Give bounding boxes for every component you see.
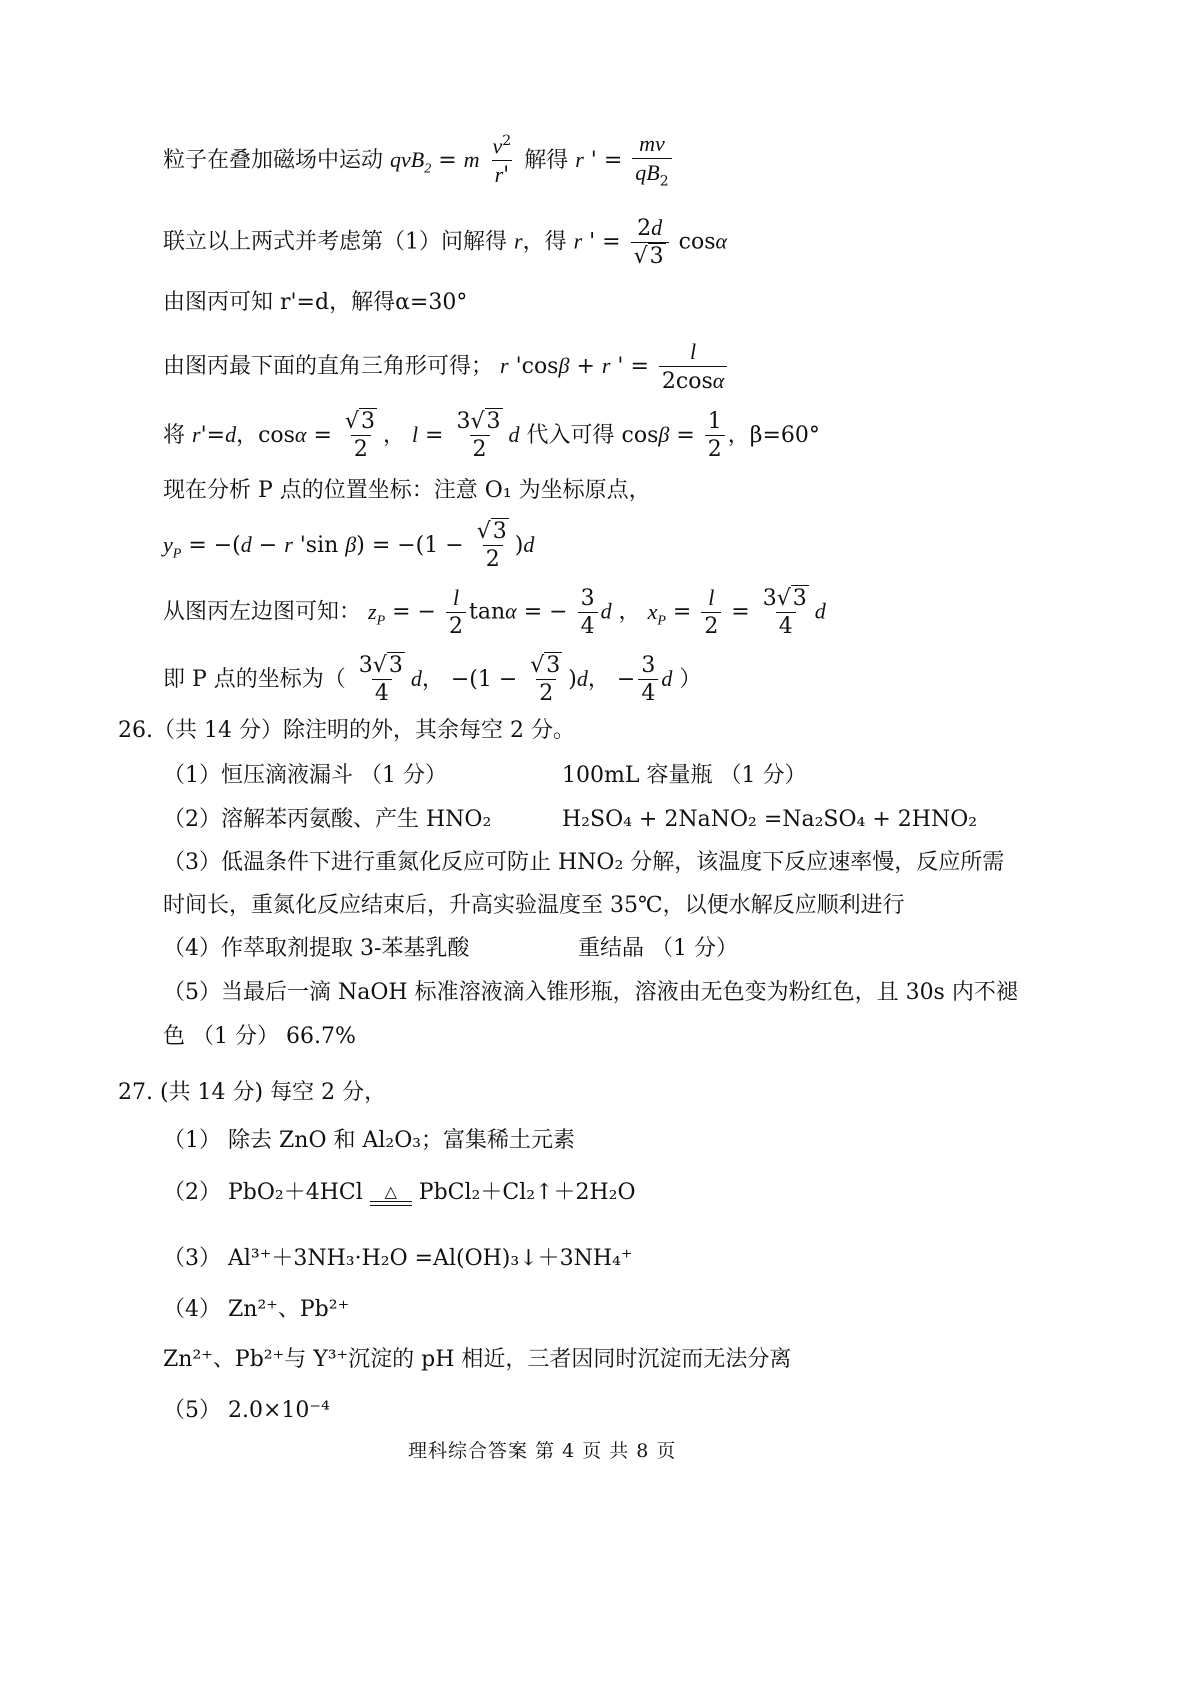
eq-line-4: 由图丙最下面的直角三角形可得； r 'cosβ + r ' = $\frac{l}{2\cos\alpha}$ bbox=[163, 340, 730, 394]
q26-answer-5-line-2: 色 （1 分） 66.7% bbox=[163, 1024, 356, 1049]
q27-answer-1: （1） 除去 ZnO 和 Al₂O₃；富集稀土元素 bbox=[163, 1128, 576, 1153]
eq-line-9: 即 P 点的坐标为（ $\frac{3√3}{4}$ d， −(1 − $\frac{√3}{2}$ )d， − $\frac{3}{4}$ d ） bbox=[163, 653, 702, 707]
eq-line-5: 将 r'=d，cosα = $\frac{√3}{2}$ ， l = $\frac{3√3}{2}$ d 代入可得 cosβ = $\frac{1}{2}$ ，β=60° bbox=[163, 409, 820, 463]
q26-answer-5-line-1: （5）当最后一滴 NaOH 标准溶液滴入锥形瓶，溶液由无色变为粉红色，且 30s 内不褪 bbox=[163, 980, 1018, 1005]
q26-answer-3-line-2: 时间长，重氮化反应结束后，升高实验温度至 35℃，以便水解反应顺利进行 bbox=[163, 893, 905, 918]
text: （2） PbO₂＋4HCl bbox=[163, 1180, 363, 1205]
text: 由图丙最下面的直角三角形可得； bbox=[163, 354, 494, 380]
text: 即 P 点的坐标为（ bbox=[163, 667, 346, 693]
q26-answer-1-right: 100mL 容量瓶 （1 分） bbox=[562, 763, 807, 788]
q27-answer-3: （3） Al³⁺＋3NH₃·H₂O =Al(OH)₃↓＋3NH₄⁺ bbox=[163, 1246, 633, 1271]
q27-answer-4-note: Zn²⁺、Pb²⁺与 Y³⁺沉淀的 pH 相近，三者因同时沉淀而无法分离 bbox=[163, 1347, 792, 1372]
fraction: $\frac{3}{4}$ bbox=[578, 587, 598, 639]
eq-line-3: 由图丙可知 r'=d，解得α=30° bbox=[163, 290, 468, 315]
q26-answer-4-right: 重结晶 （1 分） bbox=[578, 936, 738, 961]
fraction: $\frac{3}{4}$ bbox=[638, 654, 658, 706]
q27-title: 27. (共 14 分) 每空 2 分， bbox=[118, 1080, 387, 1105]
fraction: $\frac{mv}{qB_2}$ bbox=[632, 132, 671, 190]
q26-answer-1-left: （1）恒压滴液漏斗 （1 分） bbox=[163, 763, 447, 788]
text: ） bbox=[679, 667, 702, 693]
text: 从图丙左边图可知： bbox=[163, 599, 362, 625]
q27-answer-2 bbox=[163, 1180, 636, 1206]
fraction: $\frac{3√3}{4}$ bbox=[358, 653, 403, 707]
q27-answer-5: （5） 2.0×10⁻⁴ bbox=[163, 1398, 330, 1423]
fraction: $\frac{1}{2}$ bbox=[705, 410, 725, 462]
text: ，得 bbox=[522, 229, 567, 255]
eq-line-7: $y_P = -(d - r$ 'sin β) = −(1 − $\frac{√3}{2}$ )d bbox=[163, 519, 535, 573]
fraction: $\frac{2d}{√3}$ bbox=[631, 216, 669, 269]
fraction: $\frac{√3}{2}$ bbox=[344, 409, 375, 463]
eq-line-8: 从图丙左边图可知： $z_P$ = − $\frac{l}{2}$ tanα = − $\frac{3}{4}$ d ， $x_P$ = $\frac{l}{2}$ = $\frac{3√3}{4}$ d bbox=[163, 585, 826, 640]
page-footer: 理科综合答案 第 4 页 共 8 页 bbox=[408, 1440, 677, 1462]
fraction: $\frac{√3}{2}$ bbox=[530, 653, 561, 707]
text: 代入可得 bbox=[526, 423, 615, 449]
text: 将 bbox=[163, 423, 186, 449]
text: ，β=60° bbox=[727, 423, 820, 449]
q26-answer-2-left: （2）溶解苯丙氨酸、产生 HNO₂ bbox=[163, 807, 492, 832]
fraction: $\frac{v^2}{r'}$ bbox=[492, 132, 512, 189]
q26-answer-3-line-1: （3）低温条件下进行重氮化反应可防止 HNO₂ 分解，该温度下反应速率慢，反应所需 bbox=[163, 850, 1005, 875]
heating-condition-mark: △ bbox=[370, 1184, 412, 1206]
fraction: $\frac{l}{2}$ bbox=[446, 586, 466, 639]
q27-answer-4: （4） Zn²⁺、Pb²⁺ bbox=[163, 1297, 350, 1322]
fraction: $\frac{l}{2\cos\alpha}$ bbox=[659, 340, 727, 394]
q26-answer-2-right: H₂SO₄ + 2NaNO₂ =Na₂SO₄ + 2HNO₂ bbox=[562, 807, 978, 832]
fraction: $\frac{l}{2}$ bbox=[701, 586, 721, 639]
fraction: $\frac{3√3}{2}$ bbox=[456, 409, 501, 463]
eq-line-6: 现在分析 P 点的位置坐标：注意 O₁ 为坐标原点， bbox=[163, 478, 651, 503]
text: 解得 bbox=[524, 147, 569, 173]
q26-answer-4-left: （4）作萃取剂提取 3-苯基乳酸 bbox=[163, 936, 470, 961]
eq-line-1: 粒子在叠加磁场中运动 qvB$_2$ = m $\frac{v^2}{r'}$ 解得 r ' = $\frac{mv}{qB_2}$ bbox=[163, 132, 675, 190]
text: 粒子在叠加磁场中运动 bbox=[163, 147, 384, 173]
fraction: $\frac{√3}{2}$ bbox=[476, 519, 507, 573]
fraction: $\frac{3√3}{4}$ bbox=[762, 585, 807, 639]
q26-title: 26.（共 14 分）除注明的外，其余每空 2 分。 bbox=[118, 718, 575, 743]
text: PbCl₂＋Cl₂↑＋2H₂O bbox=[418, 1180, 636, 1205]
text: 联立以上两式并考虑第（1）问解得 bbox=[163, 229, 507, 255]
eq-line-2: 联立以上两式并考虑第（1）问解得 r，得 r ' = $\frac{2d}{√3}$ cosα bbox=[163, 215, 728, 270]
